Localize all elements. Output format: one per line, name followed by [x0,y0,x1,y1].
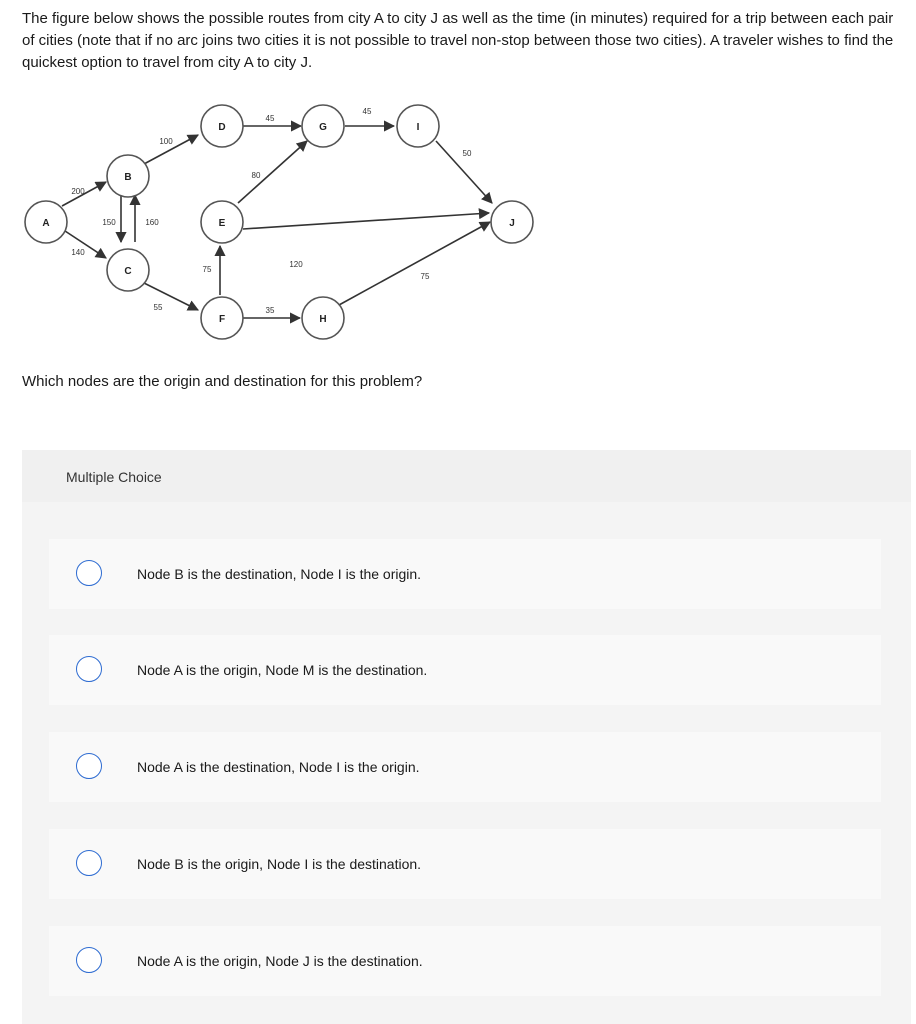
choice-label: Node A is the destination, Node I is the origin. [137,759,420,775]
choice-label: Node A is the origin, Node J is the destination. [137,953,423,969]
choice-option-2[interactable] [49,635,881,705]
edge-label: 120 [289,260,303,269]
node-label-b: B [124,172,132,183]
edge-e-g [238,141,307,203]
choice-label: Node B is the origin, Node I is the destination. [137,856,422,872]
edge-label: 100 [159,137,173,146]
multiple-choice-header [22,450,911,502]
node-label-g: G [319,122,327,133]
node-label-f: F [218,314,226,325]
choice-option-5[interactable] [49,926,881,996]
edge-label: 45 [362,107,372,116]
question-prompt: Which nodes are the origin and destination for this problem? [22,373,423,390]
edge-label: 200 [71,187,85,196]
node-label-j: J [509,218,515,229]
network-diagram [24,96,544,346]
edge-label: 45 [265,114,275,123]
choice-label: Node A is the origin, Node M is the destination. [137,662,428,678]
edge-e-j [243,213,489,229]
edge-label: 160 [145,218,159,227]
edge-label: 35 [265,306,275,315]
edge-c-f [144,283,198,310]
node-label-d: D [218,122,226,133]
radio-button-icon[interactable] [76,560,102,586]
edge-label: 140 [71,248,85,257]
radio-button-icon[interactable] [76,753,102,779]
edge-label: 55 [153,303,163,312]
node-label-a: A [42,218,50,229]
radio-button-icon[interactable] [76,947,102,973]
edge-h-j [339,222,490,305]
node-label-c: C [124,266,132,277]
edge-label: 75 [202,265,212,274]
radio-button-icon[interactable] [76,850,102,876]
node-label-h: H [319,314,327,325]
edge-label: 50 [462,149,472,158]
edge-label: 80 [251,171,261,180]
choice-label: Node B is the destination, Node I is the origin. [137,566,422,582]
choice-option-1[interactable] [49,539,881,609]
multiple-choice-panel [22,450,911,1024]
question-intro: The figure below shows the possible routes from city A to city J as well as the time (in minutes) required for a trip between each pair of cities (note that if no arc joins two cities it is not possible to travel non-stop between those two cities). A traveler wishes to find the quickest option to travel from city A to city J. [22,10,894,71]
edge-label: 150 [102,218,116,227]
radio-button-icon[interactable] [76,656,102,682]
choice-option-3[interactable] [49,732,881,802]
node-label-e: E [218,218,226,229]
multiple-choice-title: Multiple Choice [66,469,162,485]
edge-label: 75 [420,272,430,281]
node-label-i: I [416,122,420,133]
choice-option-4[interactable] [49,829,881,899]
